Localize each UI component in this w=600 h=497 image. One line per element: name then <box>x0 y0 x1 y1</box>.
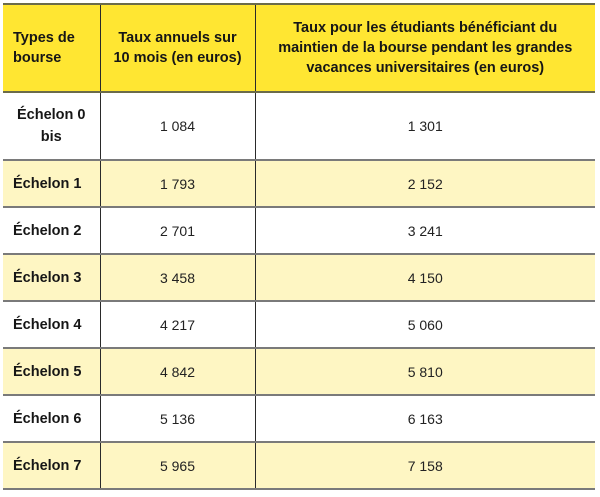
table-row <box>3 348 595 395</box>
row-annual-cell: 2 701 <box>100 207 255 254</box>
row-annual-cell: 1 793 <box>100 160 255 207</box>
table-row <box>3 442 595 489</box>
row-annual-cell: 1 084 <box>100 92 255 160</box>
header-bourse-type: Types de bourse <box>3 4 100 92</box>
row-type-cell: Échelon 0 bis <box>3 92 100 160</box>
row-summer-cell: 5 060 <box>255 301 595 348</box>
scholarship-rates-table-container <box>3 3 595 490</box>
row-type-cell: Échelon 4 <box>3 301 100 348</box>
table-row <box>3 254 595 301</box>
row-type-cell: Échelon 2 <box>3 207 100 254</box>
row-annual-cell: 5 965 <box>100 442 255 489</box>
table-row <box>3 92 595 160</box>
row-summer-cell: 5 810 <box>255 348 595 395</box>
row-summer-cell: 6 163 <box>255 395 595 442</box>
row-type-cell: Échelon 3 <box>3 254 100 301</box>
row-type-cell: Échelon 5 <box>3 348 100 395</box>
header-row <box>3 4 595 92</box>
row-summer-cell: 1 301 <box>255 92 595 160</box>
table-row <box>3 395 595 442</box>
row-annual-cell: 4 217 <box>100 301 255 348</box>
row-summer-cell: 7 158 <box>255 442 595 489</box>
row-annual-cell: 4 842 <box>100 348 255 395</box>
table-row <box>3 207 595 254</box>
row-summer-cell: 2 152 <box>255 160 595 207</box>
header-summer-maintenance-rate: Taux pour les étudiants bénéficiant du maintien de la bourse pendant les grandes vacances universitaires (en euros) <box>255 4 595 92</box>
row-summer-cell: 3 241 <box>255 207 595 254</box>
table-header <box>3 4 595 92</box>
header-annual-rate: Taux annuels sur 10 mois (en euros) <box>100 4 255 92</box>
row-annual-cell: 3 458 <box>100 254 255 301</box>
row-type-cell: Échelon 1 <box>3 160 100 207</box>
table-body <box>3 92 595 489</box>
table-row <box>3 301 595 348</box>
row-summer-cell: 4 150 <box>255 254 595 301</box>
table-row <box>3 160 595 207</box>
row-type-cell: Échelon 6 <box>3 395 100 442</box>
row-annual-cell: 5 136 <box>100 395 255 442</box>
row-type-cell: Échelon 7 <box>3 442 100 489</box>
scholarship-rates-table <box>3 3 595 490</box>
